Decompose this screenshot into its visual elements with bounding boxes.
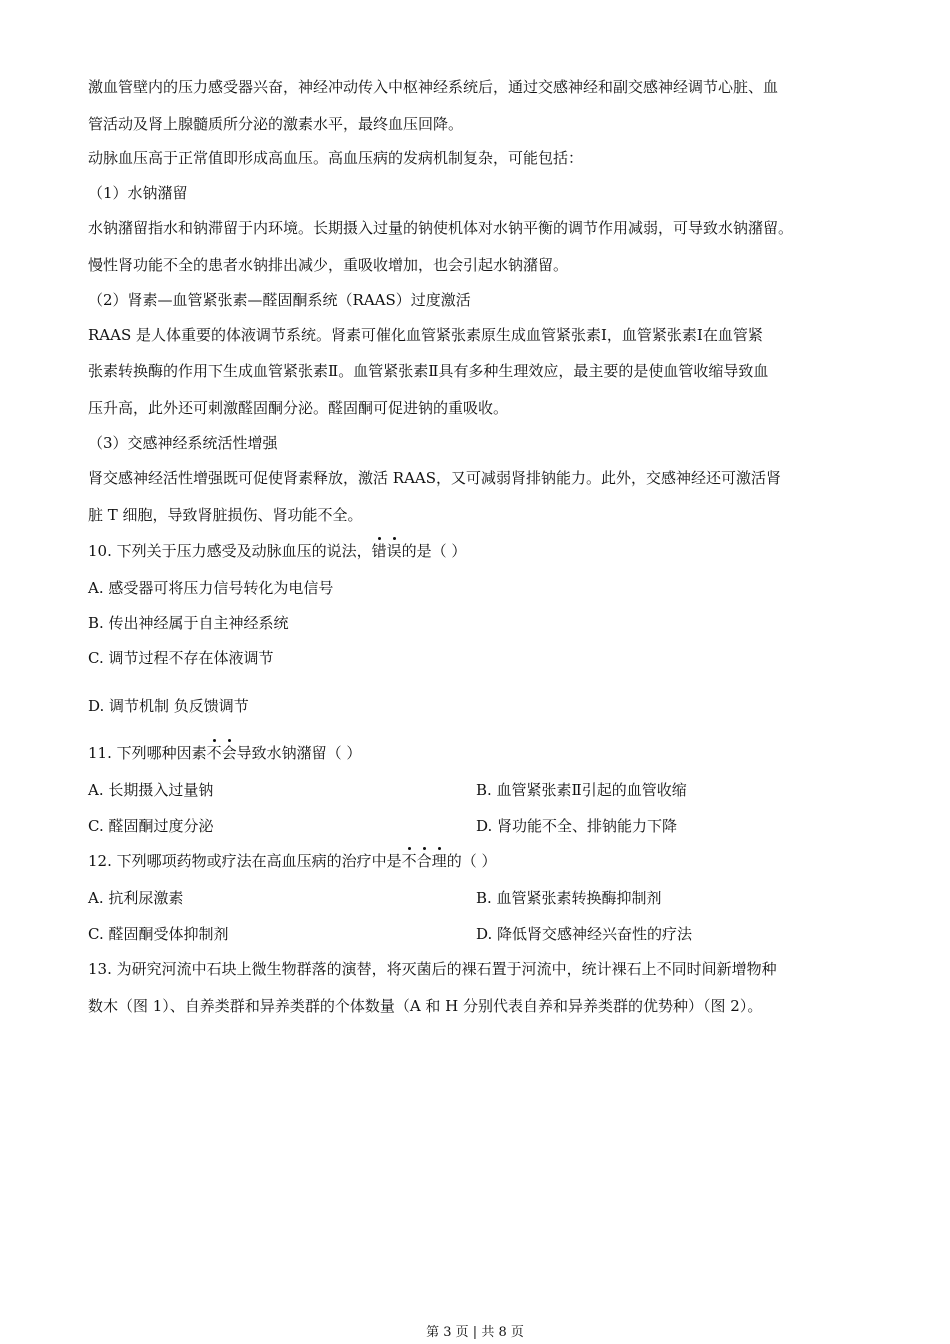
emphasis-char: 合 bbox=[416, 852, 432, 870]
question-11-option-b: B. 血管紧张素Ⅱ引起的血管收缩 bbox=[476, 781, 687, 799]
section-heading: （2）肾素—血管紧张素—醛固酮系统（RAAS）过度激活 bbox=[88, 291, 471, 309]
question-10-option-b: B. 传出神经属于自主神经系统 bbox=[88, 614, 289, 632]
question-10-option-d: D. 调节机制 负反馈调节 bbox=[88, 697, 249, 715]
question-11-stem: 11. 下列哪种因素不会导致水钠潴留（ ） bbox=[88, 744, 362, 762]
question-12-option-a: A. 抗利尿激素 bbox=[88, 889, 184, 907]
section-heading: （3）交感神经系统活性增强 bbox=[88, 434, 278, 452]
question-10-option-a: A. 感受器可将压力信号转化为电信号 bbox=[88, 579, 334, 597]
passage-line: 肾交感神经活性增强既可促使肾素释放，激活 RAAS，又可减弱肾排钠能力。此外，交感神经还可激活肾 bbox=[88, 469, 782, 487]
question-12-option-b: B. 血管紧张素转换酶抑制剂 bbox=[476, 889, 662, 907]
page-footer: 第 3 页 | 共 8 页 bbox=[426, 1325, 524, 1340]
passage-line: 水钠潴留指水和钠滞留于内环境。长期摄入过量的钠使机体对水钠平衡的调节作用减弱，可导致水钠潴留。 bbox=[88, 219, 794, 237]
question-12-option-d: D. 降低肾交感神经兴奋性的疗法 bbox=[476, 925, 693, 943]
passage-line: 管活动及肾上腺髓质所分泌的激素水平，最终血压回降。 bbox=[88, 115, 464, 133]
passage-line: 脏 T 细胞，导致肾脏损伤、肾功能不全。 bbox=[88, 506, 363, 524]
emphasis-char: 误 bbox=[386, 542, 402, 560]
passage-line: 慢性肾功能不全的患者水钠排出减少，重吸收增加，也会引起水钠潴留。 bbox=[88, 256, 569, 274]
section-heading: （1）水钠潴留 bbox=[88, 184, 188, 202]
passage-line: 张素转换酶的作用下生成血管紧张素Ⅱ。血管紧张素Ⅱ具有多种生理效应，最主要的是使血管收缩导致血 bbox=[88, 362, 769, 380]
question-10-option-c: C. 调节过程不存在体液调节 bbox=[88, 649, 274, 667]
passage-line: 激血管壁内的压力感受器兴奋，神经冲动传入中枢神经系统后，通过交感神经和副交感神经调节心脏、血 bbox=[88, 78, 779, 96]
passage-line: 动脉血压高于正常值即形成高血压。高血压病的发病机制复杂，可能包括： bbox=[88, 149, 584, 167]
question-11-option-d: D. 肾功能不全、排钠能力下降 bbox=[476, 817, 678, 835]
passage-line: RAAS 是人体重要的体液调节系统。肾素可催化血管紧张素原生成血管紧张素Ⅰ，血管紧张素Ⅰ在血管紧 bbox=[88, 326, 763, 344]
emphasis-char: 错 bbox=[371, 542, 387, 560]
question-10-stem: 10. 下列关于压力感受及动脉血压的说法，错误的是（ ） bbox=[88, 542, 467, 560]
question-12-option-c: C. 醛固酮受体抑制剂 bbox=[88, 925, 229, 943]
emphasis-char: 不 bbox=[206, 744, 222, 762]
emphasis-char: 理 bbox=[431, 852, 447, 870]
emphasis-char: 不 bbox=[401, 852, 417, 870]
question-12-stem: 12. 下列哪项药物或疗法在高血压病的治疗中是不合理的（ ） bbox=[88, 852, 497, 870]
question-11-option-a: A. 长期摄入过量钠 bbox=[88, 781, 214, 799]
question-13-stem: 数木（图 1）、自养类群和异养类群的个体数量（A 和 H 分别代表自养和异养类群的优势种）（图 2）。 bbox=[88, 997, 763, 1015]
question-11-option-c: C. 醛固酮过度分泌 bbox=[88, 817, 214, 835]
emphasis-char: 会 bbox=[221, 744, 237, 762]
passage-line: 压升高，此外还可刺激醛固酮分泌。醛固酮可促进钠的重吸收。 bbox=[88, 399, 509, 417]
question-13-stem: 13. 为研究河流中石块上微生物群落的演替，将灭菌后的裸石置于河流中，统计裸石上不同时间新增物种 bbox=[88, 960, 777, 978]
